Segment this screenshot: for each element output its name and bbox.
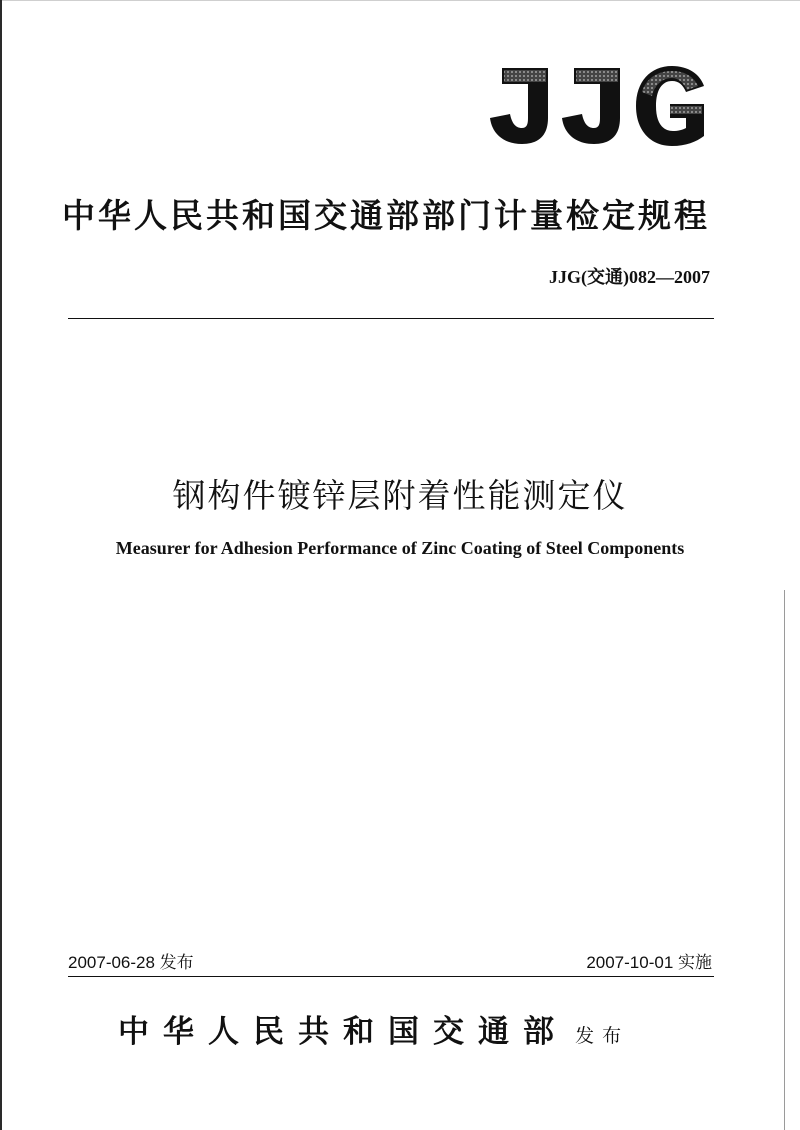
document-title-chinese: 钢构件镀锌层附着性能测定仪 xyxy=(172,476,628,515)
publisher-name: 中华人民共和国交通部 xyxy=(118,1014,568,1050)
issue-date: 2007-06-28 发布 xyxy=(68,953,194,972)
standard-number: JJG(交通)082—2007 xyxy=(549,267,710,287)
scan-edge-left xyxy=(0,0,2,1130)
implementation-date: 2007-10-01 实施 xyxy=(586,953,712,972)
footer-divider xyxy=(68,976,714,977)
publisher-line xyxy=(118,1006,629,1051)
scan-edge-top xyxy=(0,0,800,1)
header-divider xyxy=(68,318,714,319)
publisher-suffix: 发布 xyxy=(575,1025,630,1047)
document-title-english: Measurer for Adhesion Performance of Zinc Coating of Steel Components xyxy=(115,538,685,558)
standard-category: 中华人民共和国交通部部门计量检定规程 xyxy=(62,196,710,235)
jjg-logo xyxy=(482,62,712,148)
scan-edge-right xyxy=(784,590,785,1130)
